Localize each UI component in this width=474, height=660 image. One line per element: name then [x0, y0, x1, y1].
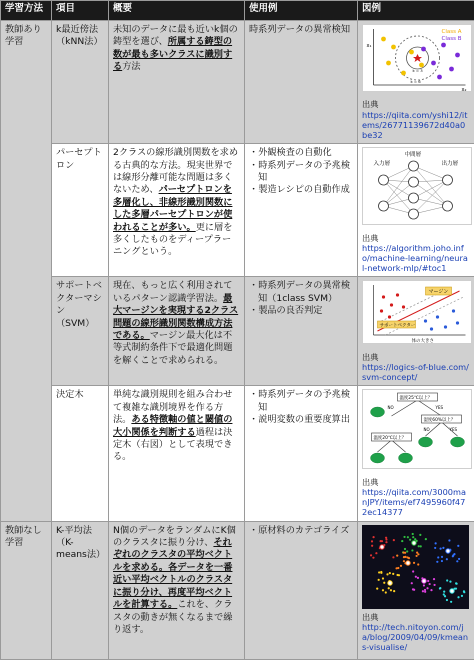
- item-perceptron: パーセプトロン: [52, 144, 109, 277]
- source-label: 出典: [362, 477, 470, 487]
- kmeans-point: [382, 589, 384, 591]
- table-row: [1, 144, 474, 277]
- kmeans-point: [427, 580, 429, 582]
- kmeans-point: [424, 590, 426, 592]
- kmeans-point: [385, 541, 387, 543]
- header-learning-method: 学習方法: [1, 1, 52, 21]
- kmeans-point: [413, 561, 415, 563]
- table-row: [1, 521, 474, 659]
- kmeans-centroid: [380, 544, 384, 548]
- kmeans-point: [457, 544, 459, 546]
- figure-perceptron-cell: [358, 144, 474, 277]
- kmeans-point: [422, 590, 424, 592]
- source-perceptron: [362, 233, 470, 274]
- uses-perceptron: [245, 144, 358, 277]
- tree-question-2: 湿度60%以上？: [424, 416, 456, 423]
- source-link[interactable]: http://tech.nitoyon.com/ja/blog/2009/04/09/kmeans-visualise/: [362, 622, 468, 652]
- figure-kmeans-cell: [358, 521, 474, 659]
- kmeans-point: [435, 542, 437, 544]
- kmeans-point: [452, 554, 454, 556]
- kmeans-point: [408, 557, 410, 559]
- source-label: 出典: [362, 612, 470, 622]
- tree-no-label: NO: [424, 427, 430, 432]
- kmeans-point: [370, 554, 372, 556]
- uses-knn: [245, 21, 358, 144]
- kmeans-point: [444, 595, 446, 597]
- margin-label: マージン: [429, 289, 449, 295]
- kmeans-point: [371, 544, 373, 546]
- use-item: 時系列データの異常検知: [249, 24, 353, 36]
- kmeans-point: [434, 546, 436, 548]
- x1-axis-label: x₁: [367, 43, 372, 49]
- kmeans-point: [433, 583, 435, 585]
- kmeans-point: [380, 571, 382, 573]
- neural-network-diagram: [362, 147, 472, 225]
- use-item: ・ 製品の良否判定: [249, 305, 353, 317]
- kmeans-point: [443, 590, 445, 592]
- header-item: 項目: [52, 1, 109, 21]
- item-svm: サポートベクターマシン （SVM）: [52, 277, 109, 386]
- use-item: ・ 外観検査の自動化: [249, 147, 353, 159]
- summary-perceptron: 2クラスの線形識別関数を求める古典的な方法。現実世界では線形分離可能な問題は多くないため、パーセプトロンを多層化し、非線形識別関数にした多層パーセプトロンが使われることが多い。更に層を多くしたものをディープラーニングという。: [109, 144, 245, 277]
- input-layer-label: 入力層: [374, 159, 391, 167]
- use-item: ・ 製造レシピの自動作成: [249, 184, 353, 196]
- tree-no-label: NO: [388, 405, 394, 410]
- kmeans-point: [401, 540, 403, 542]
- class-b-label: Class B: [442, 36, 462, 42]
- kmeans-point: [404, 551, 406, 553]
- kmeans-point: [403, 535, 405, 537]
- x2-axis-label: x₂: [462, 87, 467, 92]
- figure-knn-cell: [358, 21, 474, 144]
- source-link[interactable]: https://qiita.com/yshi12/items/26771139672d40a0be32: [362, 110, 467, 140]
- kmeans-point: [456, 560, 458, 562]
- kmeans-centroid: [388, 580, 392, 584]
- kmeans-point: [463, 590, 465, 592]
- summary-svm: 現在、もっと広く利用されているパターン認識学習法。最大マージンを実現する2クラス問題の線形識別関数構成方法である。マージン最大化は不等式制約条件下で最適化問題を解くことで求められる。: [109, 277, 245, 386]
- kmeans-point: [423, 584, 425, 586]
- kmeans-point: [382, 577, 384, 579]
- knn-diagram: [362, 24, 472, 92]
- kmeans-point: [441, 560, 443, 562]
- kmeans-point: [404, 548, 406, 550]
- supervised-learning-cell: 教師あり学習: [1, 21, 52, 522]
- source-knn: [362, 99, 470, 140]
- source-label: 出典: [362, 352, 470, 362]
- kmeans-point: [412, 570, 414, 572]
- kmeans-centroid: [406, 560, 410, 564]
- table-row: [1, 386, 474, 521]
- kmeans-point: [441, 555, 443, 557]
- kmeans-point: [383, 581, 385, 583]
- tree-question-1: 温度25℃以上？: [400, 394, 432, 401]
- item-decision-tree: 決定木: [52, 386, 109, 521]
- kmeans-point: [429, 583, 431, 585]
- kmeans-point: [415, 554, 417, 556]
- kmeans-point: [385, 591, 387, 593]
- kmeans-point: [375, 552, 377, 554]
- item-kmeans: K-平均法 （K-means法）: [52, 521, 109, 659]
- header-row: [1, 1, 474, 21]
- kmeans-point: [393, 539, 395, 541]
- summary-knn: 未知のデータに最も近いk個の鋳型を選び、所属する鋳型の数が最も多いクラスに識別する方法: [109, 21, 245, 144]
- kmeans-point: [430, 589, 432, 591]
- kmeans-point: [439, 547, 441, 549]
- kmeans-point: [419, 533, 421, 535]
- header-use-cases: 使用例: [245, 1, 358, 21]
- source-label: 出典: [362, 99, 470, 109]
- kmeans-point: [433, 578, 435, 580]
- kmeans-centroid: [412, 540, 416, 544]
- source-link[interactable]: https://logics-of-blue.com/svm-concept/: [362, 362, 469, 382]
- kmeans-point: [412, 536, 414, 538]
- decision-tree-diagram: [362, 389, 472, 469]
- kmeans-point: [449, 580, 451, 582]
- kmeans-point: [443, 593, 445, 595]
- x-axis-label: 体の大きさ: [412, 337, 435, 344]
- kmeans-point: [396, 554, 398, 556]
- output-layer-label: 出力層: [442, 159, 459, 167]
- kmeans-point: [371, 540, 373, 542]
- kmeans-point: [446, 558, 448, 560]
- kmeans-point: [388, 587, 390, 589]
- kmeans-point: [392, 572, 394, 574]
- kmeans-point: [397, 567, 399, 569]
- kmeans-point: [411, 582, 413, 584]
- kmeans-point: [372, 536, 374, 538]
- kmeans-point: [378, 571, 380, 573]
- kmeans-point: [446, 579, 448, 581]
- kmeans-scatter: [362, 525, 469, 609]
- table-row: [1, 21, 474, 144]
- kmeans-point: [425, 538, 427, 540]
- kmeans-point: [376, 587, 378, 589]
- kmeans-point: [400, 564, 402, 566]
- use-item: ・ 時系列データの予兆検知: [249, 160, 353, 185]
- source-link[interactable]: https://qiita.com/3000manJPY/items/ef7495960f472ec14377: [362, 487, 466, 517]
- unsupervised-learning-cell: 教師なし学習: [1, 521, 52, 659]
- kmeans-point: [439, 587, 441, 589]
- item-knn: k最近傍法 （kNN法）: [52, 21, 109, 144]
- kmeans-point: [389, 572, 391, 574]
- kmeans-point: [415, 575, 417, 577]
- kmeans-point: [411, 549, 413, 551]
- kmeans-point: [417, 576, 419, 578]
- kmeans-point: [390, 589, 392, 591]
- class-a-label: Class A: [442, 29, 462, 35]
- uses-svm: [245, 277, 358, 386]
- kmeans-centroid: [450, 588, 454, 592]
- kmeans-point: [450, 600, 452, 602]
- kmeans-point: [417, 563, 419, 565]
- kmeans-point: [379, 540, 381, 542]
- kmeans-point: [386, 573, 388, 575]
- summary-kmeans: N個のデータをランダムにK個のクラスタに振り分け、それぞれのクラスタの平均ベクトルを求める。各データを一番近い平均ベクトルのクラスタに振り分け、再度平均ベクトルを計算する。これを、クラスタの動きが無くなるまで繰り返す。: [109, 521, 245, 659]
- kmeans-point: [403, 556, 405, 558]
- kmeans-point: [455, 582, 457, 584]
- uses-decision-tree: [245, 386, 358, 521]
- header-summary: 概要: [109, 1, 245, 21]
- kmeans-point: [409, 538, 411, 540]
- kmeans-point: [413, 588, 415, 590]
- source-kmeans: [362, 612, 470, 653]
- kmeans-point: [458, 558, 460, 560]
- k3-label: k = 3: [413, 68, 424, 73]
- figure-decision-tree-cell: [358, 386, 474, 521]
- hidden-layer-label: 中間層: [405, 150, 422, 158]
- kmeans-centroid: [422, 578, 426, 582]
- figure-svm-cell: [358, 277, 474, 386]
- kmeans-point: [416, 551, 418, 553]
- summary-decision-tree: 単純な識別規則を組み合わせて複雑な識別境界を作る方法。ある特徴軸の値と閾値の大小関係を判断する過程は決定木（右図）として表現できる。: [109, 386, 245, 521]
- header-figure: 図例: [358, 1, 474, 21]
- source-decision-tree: [362, 477, 470, 518]
- tree-question-3: 温度20℃以上？: [374, 434, 406, 441]
- kmeans-point: [378, 578, 380, 580]
- kmeans-point: [393, 590, 395, 592]
- kmeans-point: [403, 560, 405, 562]
- kmeans-point: [406, 550, 408, 552]
- source-svm: [362, 352, 470, 383]
- kmeans-point: [418, 545, 420, 547]
- kmeans-point: [457, 596, 459, 598]
- kmeans-point: [385, 538, 387, 540]
- kmeans-point: [392, 556, 394, 558]
- kmeans-point: [412, 533, 414, 535]
- k6-label: k = 6: [411, 79, 422, 84]
- use-item: ・ 時系列データの予兆検知: [249, 389, 353, 414]
- table-row: [1, 277, 474, 386]
- kmeans-point: [420, 545, 422, 547]
- use-item: ・ 原材料のカテゴライズ: [249, 525, 353, 537]
- kmeans-point: [396, 574, 398, 576]
- kmeans-point: [372, 556, 374, 558]
- kmeans-centroid: [446, 548, 450, 552]
- tree-yes-label: YES: [449, 427, 458, 432]
- tree-yes-label: YES: [435, 405, 444, 410]
- source-link[interactable]: https://algorithm.joho.info/machine-learning/neural-network-mlp/#toc1: [362, 243, 468, 273]
- kmeans-point: [437, 556, 439, 558]
- kmeans-point: [446, 599, 448, 601]
- kmeans-point: [448, 539, 450, 541]
- support-vector-label: サポートベクター: [380, 322, 416, 329]
- kmeans-point: [436, 560, 438, 562]
- kmeans-point: [407, 536, 409, 538]
- kmeans-point: [461, 594, 463, 596]
- kmeans-point: [426, 587, 428, 589]
- kmeans-point: [442, 546, 444, 548]
- svm-diagram: [362, 280, 472, 344]
- use-item: ・ 時系列データの異常検知（1class SVM）: [249, 280, 353, 305]
- use-item: ・ 説明変数の重要度算出: [249, 414, 353, 426]
- source-label: 出典: [362, 233, 470, 243]
- uses-kmeans: [245, 521, 358, 659]
